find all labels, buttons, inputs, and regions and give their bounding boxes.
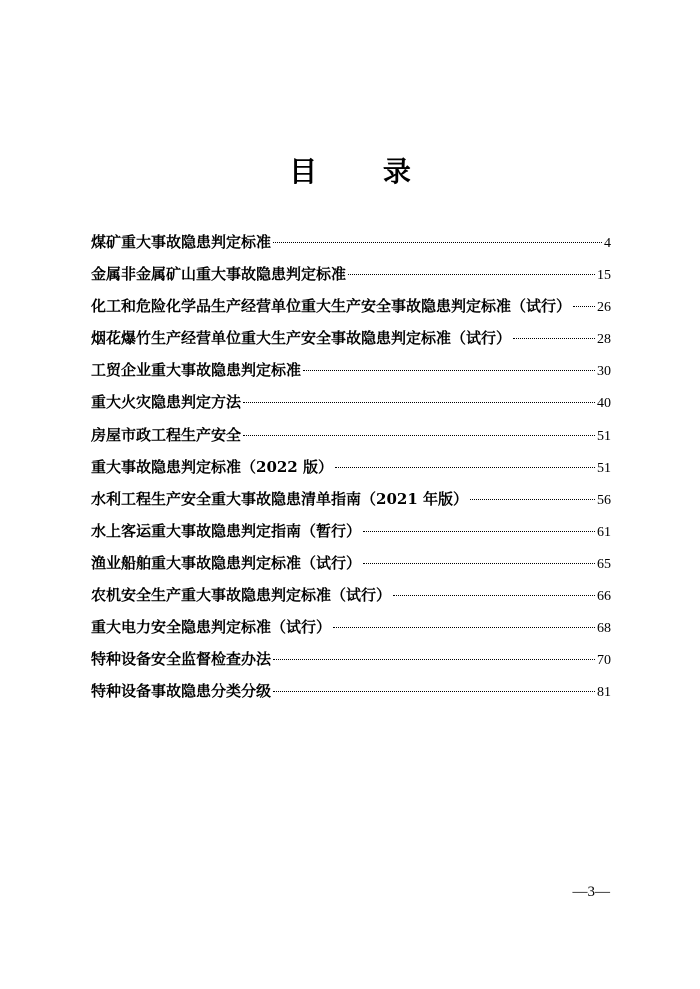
toc-leader (348, 274, 595, 275)
toc-item-3[interactable] (91, 292, 611, 324)
toc-item-page: 51 (597, 428, 611, 444)
toc-item-text: 重大火灾隐患判定方法 (91, 393, 242, 412)
toc-item-page: 28 (597, 332, 611, 348)
toc-leader (243, 435, 595, 436)
toc-item-2[interactable] (91, 260, 611, 292)
toc-item-text: 房屋市政工程生产安全 (91, 425, 242, 444)
toc-item-text: 金属非金属矿山重大事故隐患判定标准 (91, 265, 347, 284)
toc-item-text: 特种设备事故隐患分类分级 (91, 682, 272, 701)
toc-leader (303, 370, 595, 371)
toc-leader (273, 659, 595, 660)
toc-item-11[interactable] (91, 549, 611, 581)
toc-item-page: 70 (597, 653, 611, 669)
toc-item-page: 68 (597, 621, 611, 637)
toc-item-text: 渔业船舶重大事故隐患判定标准（试行） (91, 553, 362, 572)
toc-item-6[interactable] (91, 388, 611, 420)
page-number: —3— (572, 884, 610, 900)
toc-item-10[interactable] (91, 517, 611, 549)
toc-item-text: 农机安全生产重大事故隐患判定标准（试行） (91, 586, 392, 605)
toc-item-page: 40 (597, 396, 611, 412)
toc-leader (273, 242, 602, 243)
toc-item-text: 煤矿重大事故隐患判定标准 (91, 233, 272, 251)
toc-item-page: 15 (597, 268, 611, 284)
toc-leader (273, 691, 595, 692)
toc-leader (573, 306, 595, 307)
toc-item-page: 30 (597, 364, 611, 380)
toc-leader (470, 499, 595, 500)
toc-item-page: 66 (597, 589, 611, 605)
toc-leader (363, 563, 595, 564)
toc-leader (333, 627, 595, 628)
toc-item-page: 81 (597, 685, 611, 701)
toc-item-text: 烟花爆竹生产经营单位重大生产安全事故隐患判定标准（试行） (91, 329, 512, 348)
toc-item-14[interactable] (91, 645, 611, 677)
toc-item-text: 重大事故隐患判定标准（2022 版） (91, 457, 333, 476)
toc-item-text: 水利工程生产安全重大事故隐患清单指南（2021 年版） (91, 489, 468, 508)
toc-item-page: 4 (604, 236, 611, 251)
toc-item-1[interactable] (91, 228, 611, 260)
toc-item-13[interactable] (91, 613, 611, 645)
toc-item-15[interactable] (91, 677, 611, 709)
toc-leader (363, 531, 595, 532)
toc-item-text: 重大电力安全隐患判定标准（试行） (91, 618, 332, 637)
toc-item-text: 特种设备安全监督检查办法 (91, 650, 272, 669)
toc-leader (513, 338, 595, 339)
toc-item-page: 51 (597, 460, 611, 476)
toc-item-page: 65 (597, 556, 611, 572)
toc-item-text: 工贸企业重大事故隐患判定标准 (91, 361, 302, 380)
toc-leader (393, 595, 595, 596)
toc-item-8[interactable] (91, 453, 611, 485)
toc-item-page: 61 (597, 524, 611, 540)
toc-leader (243, 402, 595, 403)
toc-item-page: 56 (597, 492, 611, 508)
toc-item-4[interactable] (91, 324, 611, 356)
toc-item-text: 水上客运重大事故隐患判定指南（暂行） (91, 521, 362, 540)
toc-leader (335, 467, 595, 468)
toc-item-text: 化工和危险化学品生产经营单位重大生产安全事故隐患判定标准（试行） (91, 297, 572, 316)
toc-item-12[interactable] (91, 581, 611, 613)
toc-item-page: 26 (597, 300, 611, 316)
toc-item-9[interactable] (91, 485, 611, 517)
toc-item-7[interactable] (91, 421, 611, 453)
toc-item-5[interactable] (91, 356, 611, 388)
page-title: 目 录 (289, 155, 439, 188)
table-of-contents (91, 228, 611, 709)
